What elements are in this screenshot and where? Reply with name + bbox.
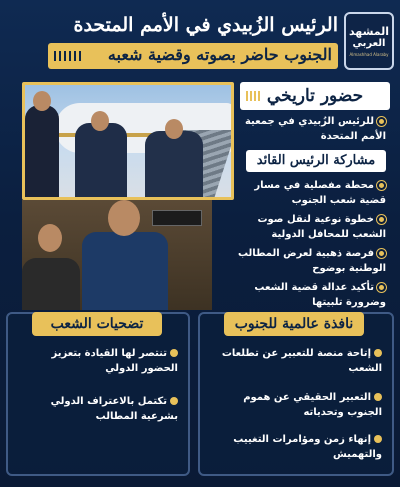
global-window-bullet-text: إتاحة منصة للتعبير عن تطلعات الشعب xyxy=(221,348,382,374)
bullet-dot-icon xyxy=(374,435,382,443)
person-figure xyxy=(145,131,203,197)
leader-bullet xyxy=(236,280,386,310)
leader-bullet-text: محطة مفصلية في مسار قضية شعب الجنوب xyxy=(254,180,386,206)
bullet-dot-icon xyxy=(170,397,178,405)
person-head xyxy=(165,119,183,139)
logo-line-2: العربي xyxy=(352,37,386,49)
nameplate-graphic xyxy=(152,210,202,226)
leader-bullet-text: فرصة ذهبية لعرض المطالب الوطنية بوضوح xyxy=(237,248,386,274)
subtitle-banner xyxy=(48,43,338,69)
sacrifices-heading: تضحيات الشعب xyxy=(32,312,162,336)
bullet-dot-icon xyxy=(374,349,382,357)
bullet-dot-icon xyxy=(374,393,382,401)
logo-caption: Almashhad Alaraby xyxy=(349,51,389,57)
global-window-heading: نافذة عالمية للجنوب xyxy=(224,312,364,336)
header xyxy=(0,0,400,82)
person-figure xyxy=(75,123,127,197)
person-figure xyxy=(22,258,80,310)
leader-heading: مشاركة الرئيس القائد xyxy=(246,150,386,172)
global-window-bullet-text: التعبير الحقيقي عن هموم الجنوب وتحدياته xyxy=(243,392,382,418)
sacrifices-bullet xyxy=(14,394,178,424)
sacrifices-panel xyxy=(6,312,190,476)
arrival-photo xyxy=(22,82,234,200)
bullet-dot-icon xyxy=(377,181,386,190)
bullet-dot-icon xyxy=(170,349,178,357)
leader-bullet xyxy=(236,178,386,208)
person-figure xyxy=(82,232,168,310)
global-window-bullet xyxy=(206,346,382,376)
person-head xyxy=(108,200,140,236)
bullet-dot-icon xyxy=(377,283,386,292)
sacrifices-bullet-text: تنتصر لها القيادة بتعزيز الحضور الدولي xyxy=(51,348,178,374)
page-subtitle: الجنوب حاضر بصوته وقضية شعبه xyxy=(107,45,332,64)
assembly-photo xyxy=(22,200,212,310)
person-head xyxy=(33,91,51,111)
leader-bullet xyxy=(236,246,386,276)
historic-heading: حضور تاريخي xyxy=(240,82,390,110)
page-title: الرئيس الزُبيدي في الأمم المتحدة xyxy=(73,14,338,36)
historic-bullet xyxy=(236,114,386,144)
sacrifices-bullet xyxy=(14,346,178,376)
logo-line-1: المشهد xyxy=(348,24,390,38)
global-window-panel xyxy=(198,312,394,476)
bullet-dot-icon xyxy=(377,249,386,258)
person-figure xyxy=(25,105,59,197)
brand-logo[interactable] xyxy=(344,12,394,70)
historic-bullet-text: للرئيس الزُبيدي في جمعية الأمم المتحدة xyxy=(244,116,386,142)
sacrifices-bullet-text: تكتمل بالاعتراف الدولي بشرعية المطالب xyxy=(50,396,178,422)
leader-bullet-text: تأكيد عدالة قضية الشعب وضرورة تلبيتها xyxy=(254,282,386,308)
bullet-dot-icon xyxy=(377,117,386,126)
global-window-bullet xyxy=(206,390,382,420)
leader-bullet xyxy=(236,212,386,242)
person-head xyxy=(38,224,62,252)
leader-bullet-text: خطوة نوعية لنقل صوت الشعب للمحافل الدولية xyxy=(257,214,386,240)
global-window-bullet xyxy=(206,432,382,462)
bullet-dot-icon xyxy=(377,215,386,224)
global-window-bullet-text: إنهاء زمن ومؤامرات التغييب والتهميش xyxy=(233,434,382,460)
person-head xyxy=(91,111,109,131)
